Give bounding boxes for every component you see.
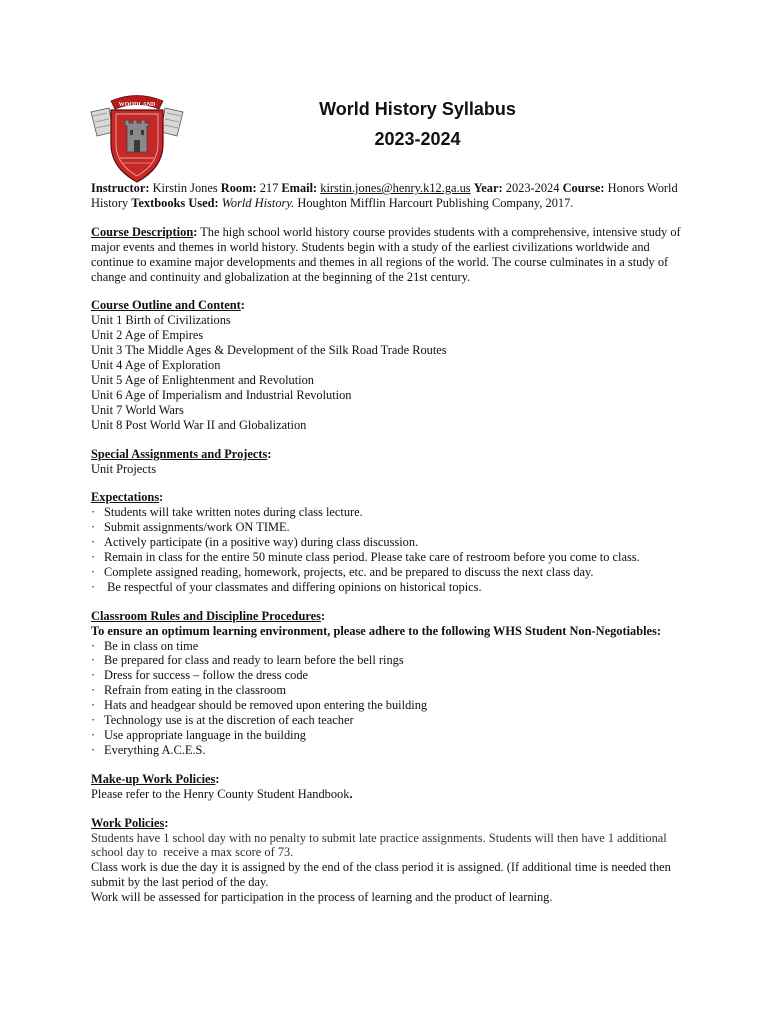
- document-title: World History Syllabus: [319, 99, 516, 119]
- course-description-label: Course Description: [91, 224, 194, 239]
- syllabus-content: [91, 181, 691, 919]
- course-description-line-4: change and continuity and globalization at the beginning of the 21st century.: [91, 269, 471, 284]
- course-info: [91, 181, 691, 211]
- work-policy-line: Class work is due the day it is assigned by the end of the class period it is assigned. (If additional time is needed then: [91, 860, 671, 875]
- crest-banner-text: WOODLAND: [118, 102, 156, 108]
- expectation-item: · Complete assigned reading, homework, projects, etc. and be prepared to discuss the next class day.: [91, 564, 594, 579]
- bullet-glyph: ·: [91, 520, 96, 535]
- work-policy-line: Work will be assessed for participation in the process of learning and the product of learning.: [91, 890, 553, 905]
- expectation-item: · Students will take written notes during class lecture.: [91, 505, 363, 520]
- unit-item: Unit 6 Age of Imperialism and Industrial Revolution: [91, 387, 352, 402]
- unit-item: Unit 4 Age of Exploration: [91, 358, 221, 373]
- course-label: Course:: [562, 181, 605, 195]
- course-description-line-3: continue to examine major developments and themes in all regions of the world. The course culminates in a study of: [91, 254, 669, 269]
- bullet-glyph: ·: [91, 550, 96, 565]
- bullet-glyph: ·: [91, 698, 96, 713]
- course-value: Honors World History: [91, 181, 678, 210]
- work-policies-label: Work Policies: [91, 815, 165, 830]
- classroom-rules: [91, 609, 691, 758]
- instructor-label: Instructor:: [91, 181, 150, 195]
- rule-item: · Be in class on time: [91, 638, 199, 653]
- expectation-item: · Be respectful of your classmates and differing opinions on historical topics.: [91, 579, 482, 594]
- title-block: [230, 94, 605, 154]
- course-description-line-1: The high school world history course provides students with a comprehensive, intensive study: [200, 224, 668, 239]
- year-label: Year:: [473, 181, 503, 195]
- makeup-work-label: Make-up Work Policies: [91, 771, 216, 786]
- room-value: 217: [259, 181, 279, 195]
- rule-item: · Use appropriate language in the building: [91, 728, 306, 742]
- bullet-glyph: ·: [91, 535, 96, 550]
- colon: :: [159, 490, 164, 505]
- special-assignment-item: Unit Projects: [91, 461, 157, 476]
- unit-item: Unit 1 Birth of Civilizations: [91, 313, 231, 328]
- course-description: [91, 225, 691, 285]
- work-policy-line: submit by the last period of the day.: [91, 875, 269, 890]
- course-description-line-2: of major events and themes in world history. Students begin with a study of the earliest civilizations worldwide and: [91, 224, 681, 254]
- room-label: Room:: [220, 181, 257, 195]
- textbooks-label: Textbooks Used:: [131, 195, 219, 210]
- course-outline: [91, 298, 691, 432]
- bullet-glyph: ·: [91, 728, 96, 742]
- expectation-item: · Submit assignments/work ON TIME.: [91, 520, 290, 535]
- rule-item: · Refrain from eating in the classroom: [91, 683, 287, 698]
- classroom-rules-intro: To ensure an optimum learning environment, please adhere to the following WHS Student Non-Negotiables:: [91, 623, 662, 638]
- special-assignments: [91, 447, 691, 477]
- work-policy-line: school day to receive a max score of 73.: [91, 845, 294, 860]
- bullet-glyph: ·: [91, 742, 96, 757]
- bullet-glyph: ·: [91, 638, 96, 653]
- bullet-glyph: ·: [91, 564, 96, 579]
- special-assignments-label: Special Assignments and Projects: [91, 446, 268, 461]
- colon: :: [240, 298, 245, 313]
- classroom-rules-label: Classroom Rules and Discipline Procedures: [91, 608, 321, 623]
- textbook-title: World History.: [221, 195, 295, 210]
- makeup-work-policies: [91, 772, 691, 802]
- instructor-value: Kirstin Jones: [152, 181, 218, 195]
- school-crest-logo: [87, 92, 187, 186]
- rule-item: · Hats and headgear should be removed upon entering the building: [91, 698, 428, 713]
- unit-item: Unit 2 Age of Empires: [91, 328, 204, 343]
- expectation-item: · Remain in class for the entire 50 minute class period. Please take care of restroom before you come to class.: [91, 550, 640, 565]
- bullet-glyph: ·: [91, 579, 96, 594]
- makeup-work-period: .: [349, 786, 353, 801]
- bullet-glyph: ·: [91, 505, 96, 520]
- colon: :: [193, 224, 198, 239]
- colon: :: [215, 771, 220, 786]
- work-policies: [91, 816, 691, 905]
- unit-item: Unit 3 The Middle Ages & Development of the Silk Road Trade Routes: [91, 343, 447, 358]
- unit-item: Unit 8 Post World War II and Globalization: [91, 417, 307, 432]
- email-label: Email:: [281, 181, 318, 195]
- bullet-glyph: ·: [91, 713, 96, 728]
- course-outline-label: Course Outline and Content: [91, 298, 241, 313]
- work-policy-line: Students have 1 school day with no penalty to submit late practice assignments. Students will then have 1 additional: [91, 830, 667, 845]
- expectation-item: · Actively participate (in a positive way) during class discussion.: [91, 535, 419, 550]
- year-value: 2023-2024: [505, 181, 560, 195]
- colon: :: [164, 815, 169, 830]
- email-link[interactable]: kirstin.jones@henry.k12.ga.us: [320, 181, 471, 195]
- bullet-glyph: ·: [91, 653, 96, 668]
- rule-item: · Dress for success – follow the dress code: [91, 668, 309, 683]
- rule-item: · Technology use is at the discretion of each teacher: [91, 713, 354, 728]
- makeup-work-text: Please refer to the Henry County Student Handbook: [91, 786, 350, 801]
- unit-item: Unit 5 Age of Enlightenment and Revolution: [91, 372, 315, 387]
- document-year: 2023-2024: [374, 129, 461, 149]
- bullet-glyph: ·: [91, 668, 96, 683]
- textbook-publisher: Houghton Mifflin Harcourt Publishing Company, 2017.: [297, 195, 574, 210]
- rule-item: · Be prepared for class and ready to learn before the bell rings: [91, 653, 404, 668]
- bullet-glyph: ·: [91, 683, 96, 698]
- expectations-label: Expectations: [91, 490, 160, 505]
- expectations: [91, 490, 691, 594]
- colon: :: [267, 446, 272, 461]
- rule-item: · Everything A.C.E.S.: [91, 742, 206, 757]
- colon: :: [320, 608, 326, 623]
- unit-item: Unit 7 World Wars: [91, 402, 184, 417]
